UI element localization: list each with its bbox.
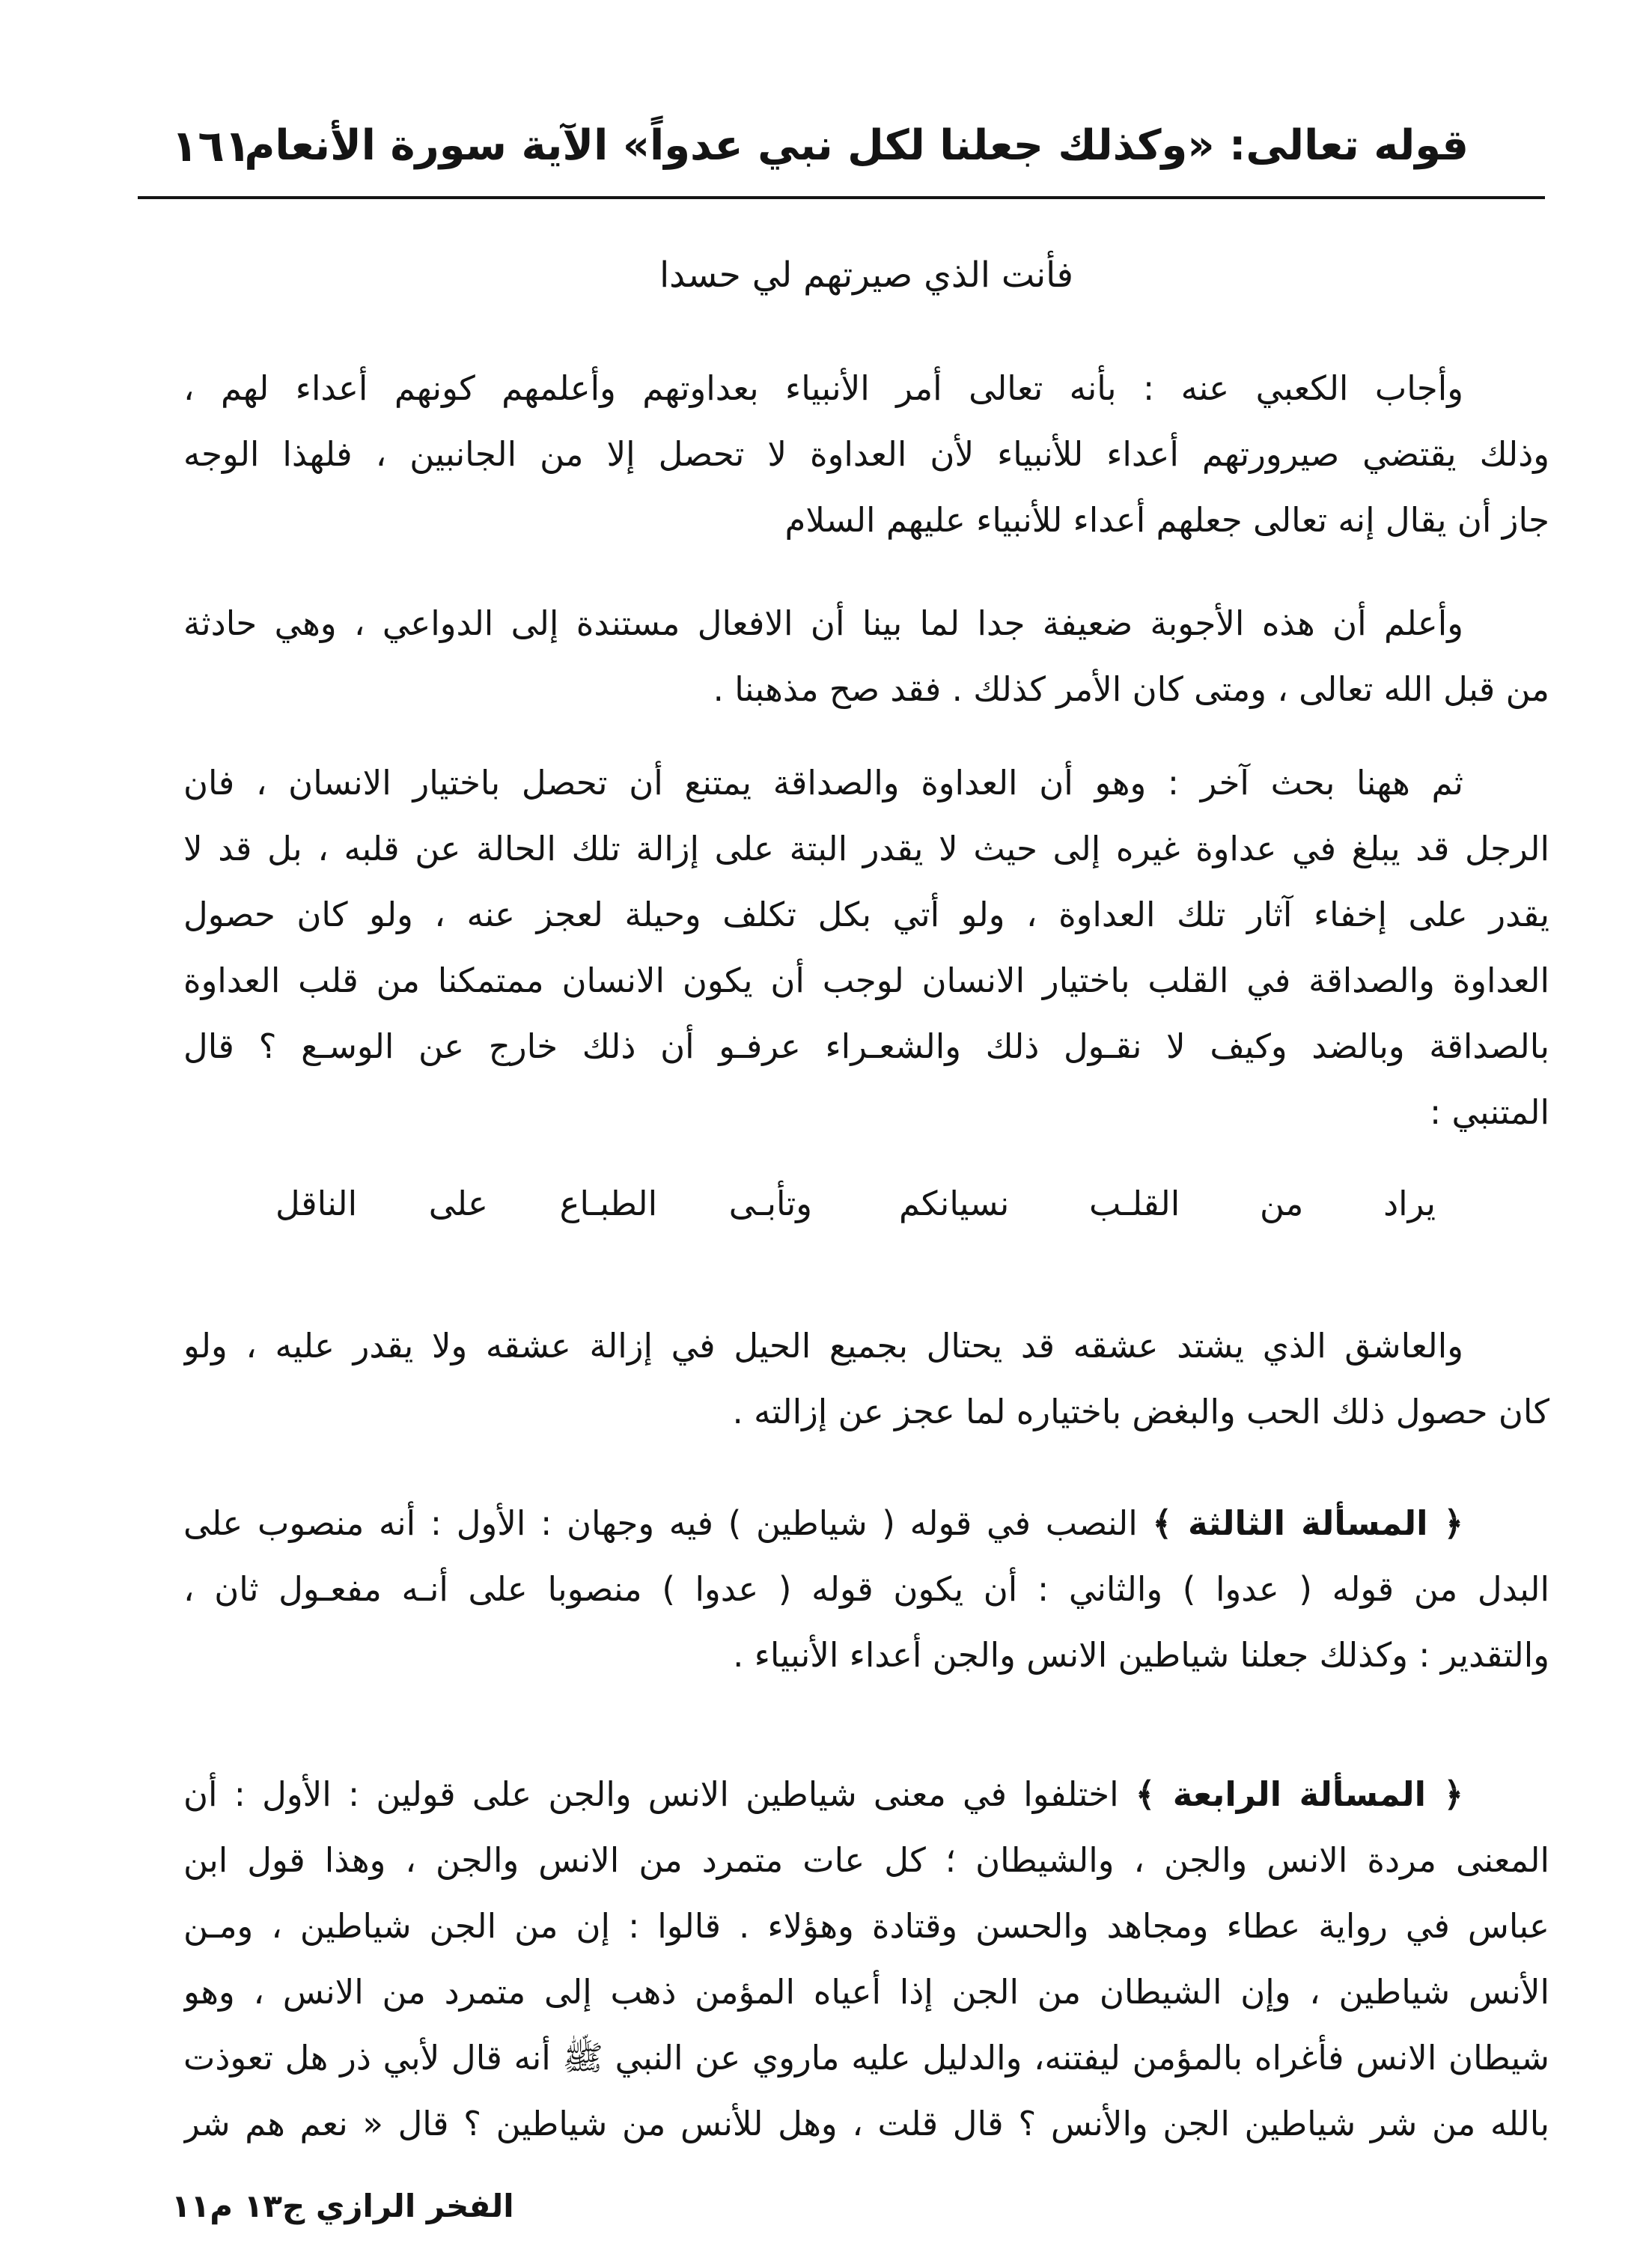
text-line: والتقدير : وكذلك جعلنا شياطين الانس والجن أعداء الأنبياء . <box>733 1635 1549 1675</box>
text-line: الأنس شياطين ، وإن الشيطان من الجن إذا أعياه المؤمن ذهب إلى متمرد من الانس ، وهو <box>183 1972 1549 2012</box>
text-line: شيطان الانس فأغراه بالمؤمن ليفتنه، والدليل عليه ماروي عن النبي ﷺ أنه قال لأبي ذر هل تعوذت <box>183 2038 1549 2078</box>
text-line: وذلك يقتضي صيرورتهم أعداء للأنبياء لأن العداوة لا تحصل إلا من الجانبين ، فلهذا الوجه <box>183 434 1549 474</box>
paragraph <box>183 356 1549 553</box>
hemistich-left: وتأبـى الطبـاع على الناقل <box>275 1184 812 1223</box>
page-body <box>183 243 1549 2157</box>
text-line: البدل من قوله ( عدوا ) والثاني : أن يكون قوله ( عدوا ) منصوبا على أنـه مفعـول ثان ، <box>183 1569 1549 1609</box>
line-text: اختلفوا في معنى شياطين الانس والجن على قولين : الأول : أن <box>183 1774 1119 1814</box>
poem-verse <box>183 1171 1549 1237</box>
verse-fragment: فأنت الذي صيرتهم لي حسدا <box>659 255 1073 296</box>
text-line: العداوة والصداقة في القلب باختيار الانسان لوجب أن يكون الانسان ممتمكنا من قلب العداوة <box>183 961 1549 1000</box>
text-line: جاز أن يقال إنه تعالى جعلهم أعداء للأنبياء عليهم السلام <box>784 500 1549 540</box>
paragraph <box>183 750 1549 1145</box>
hemistich-right: يراد من القلـب نسيانكم <box>899 1184 1436 1223</box>
issue-heading: ﴿ المسألة الرابعة ﴾ <box>1135 1774 1463 1814</box>
page-number: ١٦١ <box>171 121 252 171</box>
text-line <box>183 1491 1549 1556</box>
text-line: وأعلم أن هذه الأجوبة ضعيفة جدا لما بينا أن الافعال مستندة إلى الدواعي ، وهي حادثة <box>183 603 1463 643</box>
paragraph <box>183 1491 1549 1688</box>
text-line: الرجل قد يبلغ في عداوة غيره إلى حيث لا يقدر البتة على إزالة تلك الحالة عن قلبه ، بل قد لا <box>183 829 1549 868</box>
text-line: بالصداقة وبالضد وكيف لا نقـول ذلك والشعـراء عرفـو أن ذلك خارج عن الوسـع ؟ قال <box>183 1026 1549 1066</box>
paragraph <box>183 591 1549 722</box>
header-rule <box>138 196 1545 199</box>
text-line: ثم ههنا بحث آخر : وهو أن العداوة والصداقة يمتنع أن تحصل باختيار الانسان ، فان <box>183 763 1463 803</box>
running-title: قوله تعالى: «وكذلك جعلنا لكل نبي عدواً» الآية سورة الأنعام <box>244 121 1469 170</box>
text-line: والعاشق الذي يشتد عشقه قد يحتال بجميع الحيل في إزالة عشقه ولا يقدر عليه ، ولو <box>183 1326 1463 1366</box>
footer-signature: الفخر الرازي ج١٣ م١١ <box>171 2188 514 2224</box>
line-text: النصب في قوله ( شياطين ) فيه وجهان : الأول : أنه منصوب على <box>183 1503 1138 1543</box>
text-line <box>183 1762 1549 1828</box>
text-line: كان حصول ذلك الحب والبغض باختياره لما عجز عن إزالته . <box>732 1392 1549 1431</box>
text-line: يقدر على إخفاء آثار تلك العداوة ، ولو أتي بكل تكلف وحيلة لعجز عنه ، ولو كان حصول <box>183 895 1549 934</box>
text-line: من قبل الله تعالى ، ومتى كان الأمر كذلك . فقد صح مذهبنا . <box>713 669 1549 709</box>
text-line: عباس في رواية عطاء ومجاهد والحسن وقتادة وهؤلاء . قالوا : إن من الجن شياطين ، ومـن <box>183 1906 1549 1946</box>
issue-heading: ﴿ المسألة الثالثة ﴾ <box>1152 1503 1463 1543</box>
text-line: المعنى مردة الانس والجن ، والشيطان ؛ كل عات متمرد من الانس والجن ، وهذا قول ابن <box>183 1840 1549 1880</box>
paragraph <box>183 1762 1549 2157</box>
text-line: المتنبي : <box>1430 1092 1549 1132</box>
text-line: وأجاب الكعبي عنه : بأنه تعالى أمر الأنبياء بعداوتهم وأعلمهم كونهم أعداء لهم ، <box>183 368 1463 408</box>
paragraph <box>183 1313 1549 1445</box>
text-line: بالله من شر شياطين الجن والأنس ؟ قال قلت ، وهل للأنس من شياطين ؟ قال « نعم هم شر <box>183 2104 1549 2143</box>
